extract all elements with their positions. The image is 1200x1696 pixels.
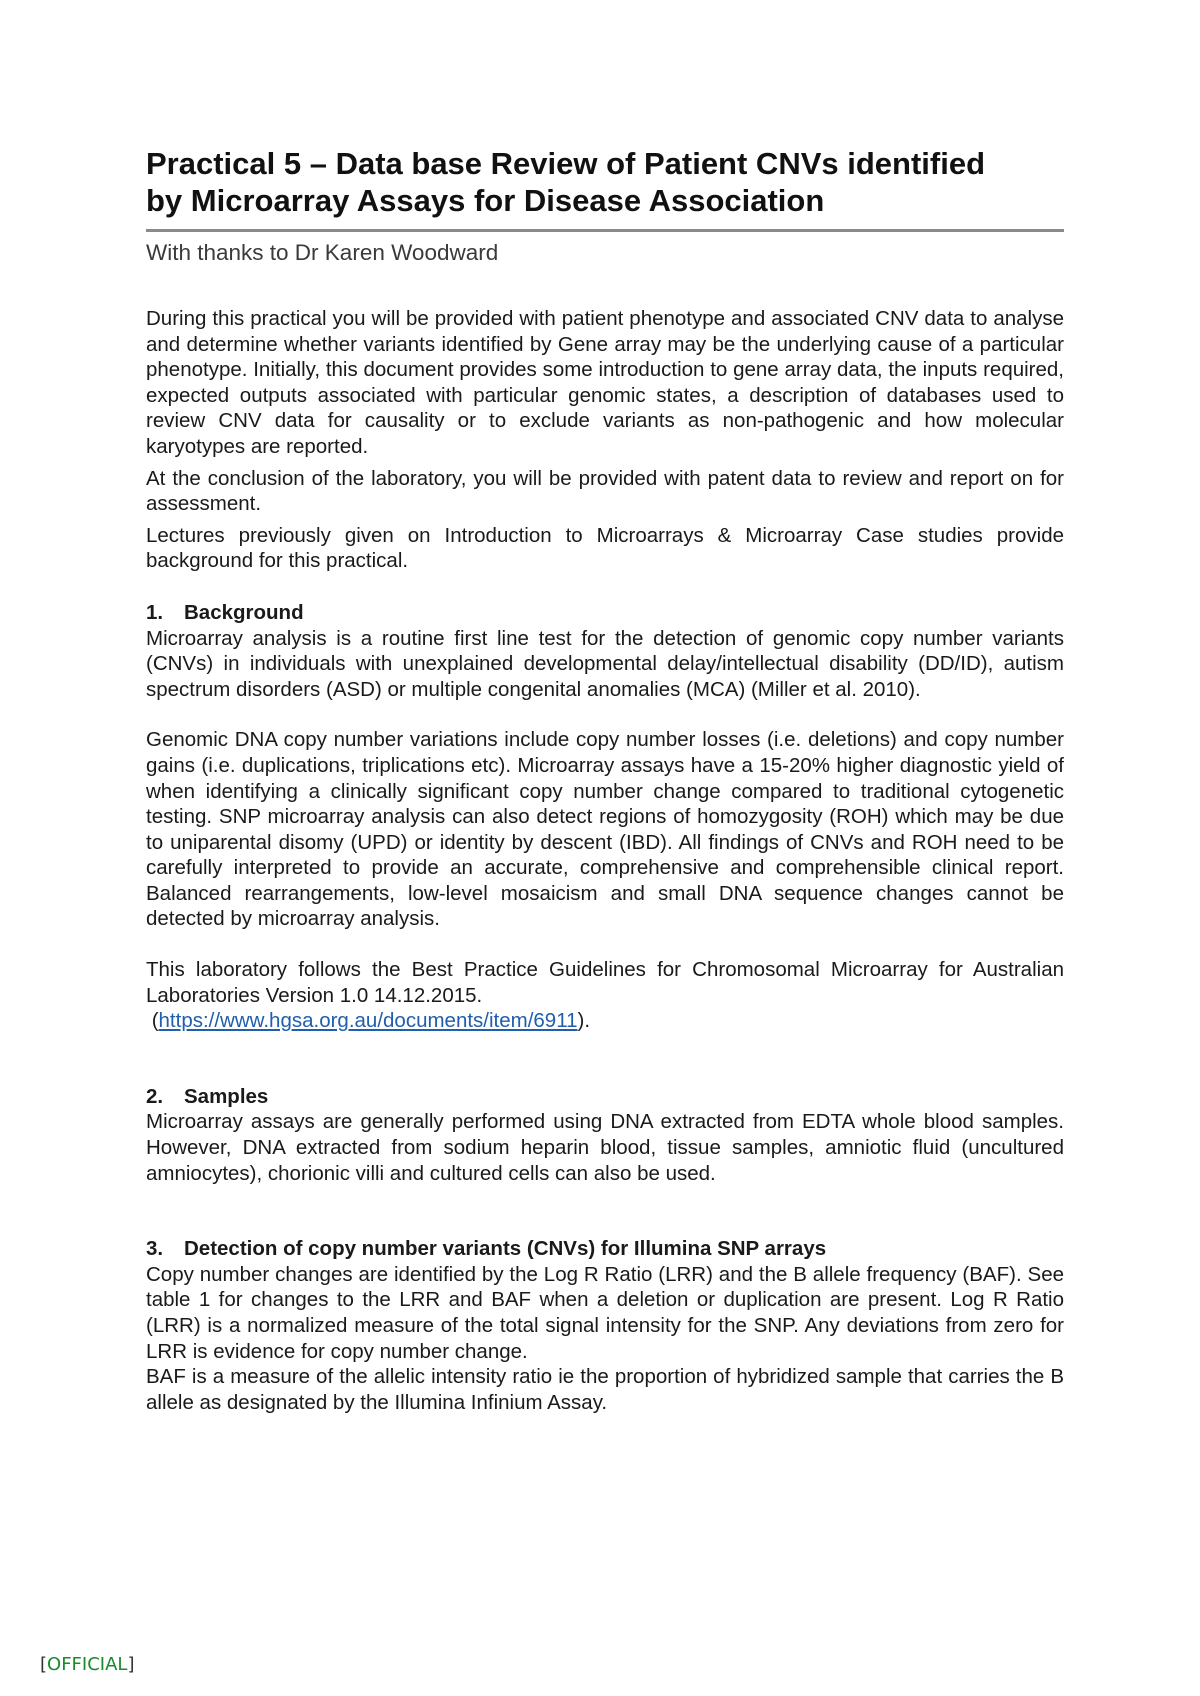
section-number: 3.	[146, 1237, 164, 1261]
link-suffix: ).	[577, 1009, 591, 1033]
section-heading-background	[146, 600, 1064, 626]
section-title: Detection of copy number variants (CNVs) for Illumina SNP arrays	[184, 1237, 827, 1261]
title-line-2: by Microarray Assays for Disease Association	[146, 183, 825, 218]
section-number: 2.	[146, 1084, 164, 1108]
hgsa-guidelines-link[interactable]: https://www.hgsa.org.au/documents/item/6911	[158, 1009, 578, 1033]
link-prefix: (	[146, 1009, 159, 1033]
document-title	[146, 145, 1064, 219]
section-heading-samples	[146, 1084, 1064, 1110]
cnv-paragraph-2: BAF is a measure of the allelic intensity ratio ie the proportion of hybridized sample that carries the B allele as designated by the Illumina Infinium Assay.	[146, 1365, 1064, 1414]
acknowledgement: With thanks to Dr Karen Woodward	[146, 240, 499, 265]
section-title: Samples	[184, 1084, 269, 1108]
section-title: Background	[184, 600, 304, 624]
classification-label	[40, 1654, 134, 1675]
intro-paragraph-2: At the conclusion of the laboratory, you will be provided with patent data to review and report on for assessment.	[146, 466, 1064, 516]
title-divider	[146, 229, 1064, 232]
section-heading-cnv-detection	[146, 1236, 1064, 1262]
cnv-paragraph-1: Copy number changes are identified by the Log R Ratio (LRR) and the B allele frequency (BAF). See table 1 for changes to the LRR and BAF when a deletion or duplication are present. Log R Ratio (LRR) is a normalized measure of the total signal intensity for the SNP. Any deviations from zero for LRR is evidence for copy number change.	[146, 1262, 1064, 1363]
classification-open-bracket: [	[40, 1654, 48, 1675]
guidelines-link-line	[146, 1008, 1064, 1034]
classification-text: OFFICIAL	[47, 1654, 128, 1675]
intro-paragraph-3: Lectures previously given on Introduction to Microarrays & Microarray Case studies provide background for this practical.	[146, 523, 1064, 573]
intro-paragraph-1: During this practical you will be provided with patient phenotype and associated CNV data to analyse and determine whether variants identified by Gene array may be the underlying cause of a particular phenotype. Initially, this document provides some introduction to gene array data, the inputs required, expected outputs associated with particular genomic states, a description of databases used to review CNV data for causality or to exclude variants as non-pathogenic and how molecular karyotypes are reported.	[146, 307, 1064, 458]
title-line-1: Practical 5 – Data base Review of Patient CNVs identified	[146, 146, 986, 181]
classification-close-bracket: ]	[127, 1654, 135, 1675]
section-number: 1.	[146, 600, 164, 624]
samples-paragraph: Microarray assays are generally performed using DNA extracted from EDTA whole blood samples. However, DNA extracted from sodium heparin blood, tissue samples, amniotic fluid (uncultured amniocytes), chorionic villi and cultured cells can also be used.	[146, 1110, 1064, 1185]
background-paragraph-1: Microarray analysis is a routine first line test for the detection of genomic copy number variants (CNVs) in individuals with unexplained developmental delay/intellectual disability (DD/ID), autism spectrum disorders (ASD) or multiple congenital anomalies (MCA) (Miller et al. 2010).	[146, 626, 1064, 701]
document-page	[146, 145, 1064, 1415]
background-paragraph-2: Genomic DNA copy number variations include copy number losses (i.e. deletions) and copy number gains (i.e. duplications, triplications etc). Microarray assays have a 15-20% higher diagnostic yield of when identifying a clinically significant copy number change compared to traditional cytogenetic testing. SNP microarray analysis can also detect regions of homozygosity (ROH) which may be due to uniparental disomy (UPD) or identity by descent (IBD). All findings of CNVs and ROH need to be carefully interpreted to provide an accurate, comprehensive and comprehensible clinical report. Balanced rearrangements, low-level mosaicism and small DNA sequence changes cannot be detected by microarray analysis.	[146, 728, 1064, 931]
background-paragraph-3: This laboratory follows the Best Practice Guidelines for Chromosomal Microarray for Australian Laboratories Version 1.0 14.12.2015.	[146, 958, 1064, 1007]
